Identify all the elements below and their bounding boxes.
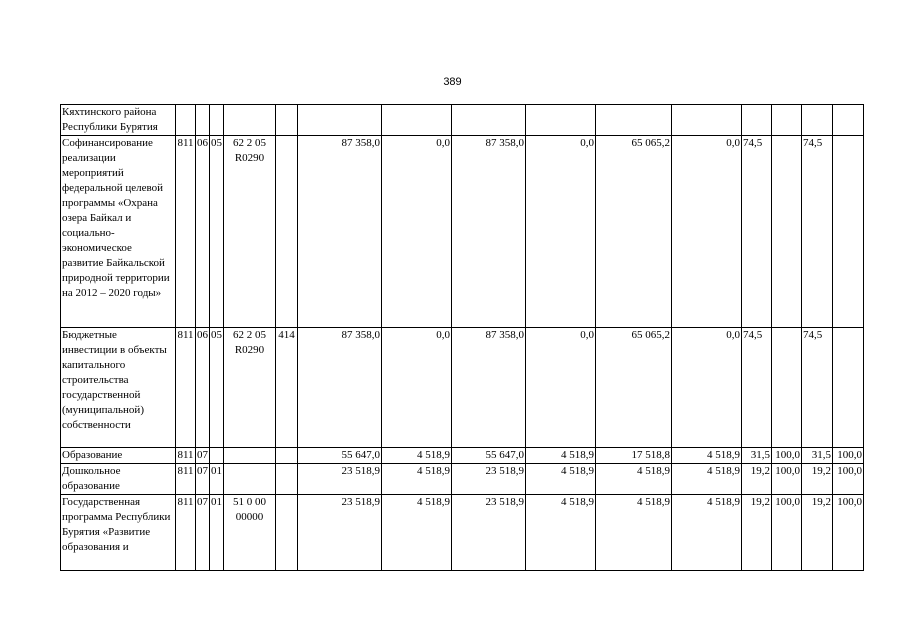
amount-cell: 87 358,0 [452, 136, 526, 328]
amount-cell: 4 518,9 [672, 464, 742, 495]
amount-cell: 4 518,9 [672, 448, 742, 464]
percent-cell: 100,0 [833, 464, 864, 495]
row-name-cell: Государственная программа Республики Бурятия «Развитие образования и [61, 495, 176, 571]
expense-type-cell [276, 495, 298, 571]
amount-cell: 4 518,9 [382, 495, 452, 571]
table-row [61, 495, 864, 571]
table-cell [382, 105, 452, 136]
percent-cell: 100,0 [772, 495, 802, 571]
row-name-cell: Бюджетные инвестиции в объекты капитального строительства государственной (муниципальной) собственности [61, 328, 176, 448]
target-article-cell [224, 448, 276, 464]
table-cell [298, 105, 382, 136]
percent-cell: 100,0 [772, 448, 802, 464]
expense-type-cell [276, 136, 298, 328]
amount-cell: 87 358,0 [452, 328, 526, 448]
amount-cell: 4 518,9 [672, 495, 742, 571]
percent-cell [833, 328, 864, 448]
percent-cell [772, 328, 802, 448]
percent-cell: 74,5 [802, 328, 833, 448]
percent-cell: 100,0 [833, 495, 864, 571]
table-row [61, 448, 864, 464]
amount-cell: 4 518,9 [526, 448, 596, 464]
amount-cell: 0,0 [526, 136, 596, 328]
table-cell [176, 105, 196, 136]
amount-cell: 17 518,8 [596, 448, 672, 464]
percent-cell: 31,5 [742, 448, 772, 464]
amount-cell: 0,0 [672, 328, 742, 448]
amount-cell: 23 518,9 [298, 464, 382, 495]
table-row [61, 328, 864, 448]
target-article-cell: 62 2 05 R0290 [224, 136, 276, 328]
table-row [61, 464, 864, 495]
section-code-cell: 07 [196, 495, 210, 571]
table-cell [672, 105, 742, 136]
ministry-code-cell: 811 [176, 495, 196, 571]
percent-cell: 19,2 [742, 495, 772, 571]
ministry-code-cell: 811 [176, 464, 196, 495]
amount-cell: 87 358,0 [298, 328, 382, 448]
row-name-cell: Образование [61, 448, 176, 464]
amount-cell: 23 518,9 [452, 495, 526, 571]
subsection-code-cell: 01 [210, 495, 224, 571]
section-code-cell: 06 [196, 136, 210, 328]
amount-cell: 23 518,9 [298, 495, 382, 571]
percent-cell: 19,2 [802, 495, 833, 571]
amount-cell: 23 518,9 [452, 464, 526, 495]
subsection-code-cell: 05 [210, 136, 224, 328]
amount-cell: 4 518,9 [596, 495, 672, 571]
percent-cell: 74,5 [742, 328, 772, 448]
row-name-cell: Софинансирование реализации мероприятий федеральной целевой программы «Охрана озера Байкал и социально-экономическое развитие Байкальской природной территории на 2012 – 2020 годы» [61, 136, 176, 328]
expense-type-cell [276, 448, 298, 464]
table-cell [772, 105, 802, 136]
amount-cell: 4 518,9 [526, 495, 596, 571]
target-article-cell [224, 464, 276, 495]
budget-table [60, 104, 864, 571]
target-article-cell: 51 0 00 00000 [224, 495, 276, 571]
table-cell [742, 105, 772, 136]
amount-cell: 4 518,9 [526, 464, 596, 495]
ministry-code-cell: 811 [176, 136, 196, 328]
amount-cell: 87 358,0 [298, 136, 382, 328]
table-cell [833, 105, 864, 136]
amount-cell: 65 065,2 [596, 328, 672, 448]
amount-cell: 0,0 [526, 328, 596, 448]
amount-cell: 4 518,9 [382, 464, 452, 495]
table-cell [224, 105, 276, 136]
row-name-cell: Кяхтинского района Республики Бурятия [61, 105, 176, 136]
table-cell [210, 105, 224, 136]
expense-type-cell [276, 464, 298, 495]
amount-cell: 55 647,0 [452, 448, 526, 464]
percent-cell: 74,5 [742, 136, 772, 328]
table-row [61, 105, 864, 136]
ministry-code-cell: 811 [176, 328, 196, 448]
section-code-cell: 07 [196, 464, 210, 495]
amount-cell: 65 065,2 [596, 136, 672, 328]
percent-cell: 19,2 [742, 464, 772, 495]
section-code-cell: 07 [196, 448, 210, 464]
amount-cell: 4 518,9 [382, 448, 452, 464]
amount-cell: 55 647,0 [298, 448, 382, 464]
table-cell [526, 105, 596, 136]
target-article-cell: 62 2 05 R0290 [224, 328, 276, 448]
page-number: 389 [443, 76, 462, 88]
table-cell [196, 105, 210, 136]
percent-cell [772, 136, 802, 328]
subsection-code-cell: 05 [210, 328, 224, 448]
amount-cell: 0,0 [382, 328, 452, 448]
percent-cell [833, 136, 864, 328]
percent-cell: 100,0 [772, 464, 802, 495]
table-cell [452, 105, 526, 136]
percent-cell: 31,5 [802, 448, 833, 464]
subsection-code-cell [210, 448, 224, 464]
table-row [61, 136, 864, 328]
table-cell [276, 105, 298, 136]
table-cell [596, 105, 672, 136]
section-code-cell: 06 [196, 328, 210, 448]
table-cell [802, 105, 833, 136]
amount-cell: 0,0 [382, 136, 452, 328]
ministry-code-cell: 811 [176, 448, 196, 464]
percent-cell: 100,0 [833, 448, 864, 464]
amount-cell: 4 518,9 [596, 464, 672, 495]
percent-cell: 19,2 [802, 464, 833, 495]
row-name-cell: Дошкольное образование [61, 464, 176, 495]
subsection-code-cell: 01 [210, 464, 224, 495]
expense-type-cell: 414 [276, 328, 298, 448]
percent-cell: 74,5 [802, 136, 833, 328]
amount-cell: 0,0 [672, 136, 742, 328]
